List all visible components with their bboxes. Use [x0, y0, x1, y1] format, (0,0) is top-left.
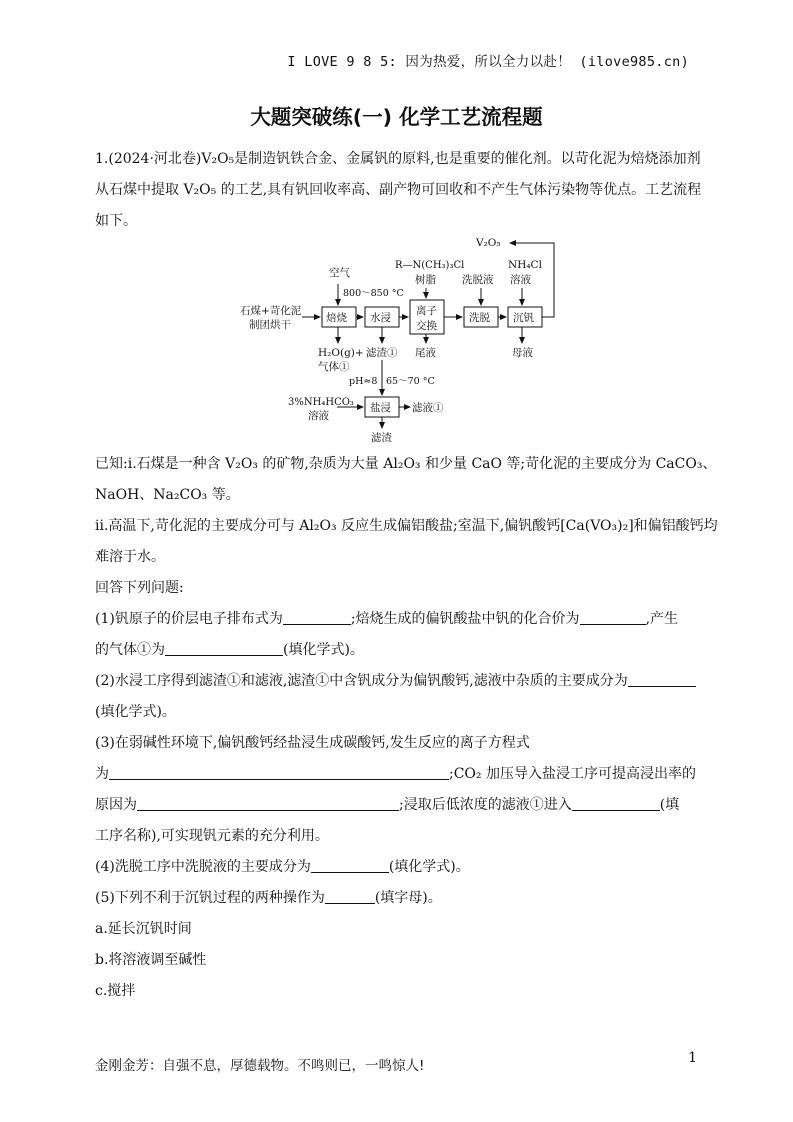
product-label: V₂O₅ — [476, 237, 501, 249]
question-3: 工序名称),可实现钒元素的充分利用。 — [95, 828, 329, 844]
intro-line: 1.(2024·河北卷)V₂O₅是制造钒铁合金、金属钒的原料,也是重要的催化剂。以苛化泥为焙烧添加剂 — [95, 151, 701, 167]
question-5: (5)下列不利于沉钒过程的两种操作为 (填字母)。 — [95, 890, 442, 906]
elute-box — [464, 307, 498, 327]
mother-label: 母液 — [512, 347, 533, 359]
answer-blank[interactable] — [628, 672, 696, 687]
nh4hco3-label: 3%NH₄HCO₃ — [288, 397, 354, 408]
page-title: 大题突破练(一) 化学工艺流程题 — [250, 105, 543, 129]
residue1-label: 滤渣① — [366, 347, 398, 359]
question-2: (2)水浸工序得到滤渣①和滤液,滤渣①中含钒成分为偏钒酸钙,滤液中杂质的主要成分为 — [95, 671, 696, 691]
page-number: 1 — [688, 1050, 697, 1066]
temp1-label: 800～850 °C — [343, 288, 404, 299]
roast-label: 焙烧 — [326, 312, 347, 324]
question-4: (4)洗脱工序中洗脱液的主要成分为 (填化学式)。 — [95, 859, 470, 875]
resin-label: 树脂 — [415, 274, 436, 286]
question-3: (3)在弱碱性环境下,偏钒酸钙经盐浸生成碳酸钙,发生反应的离子方程式 — [95, 735, 530, 751]
question-2: (填化学式)。 — [95, 704, 176, 720]
known-line: 已知:i.石煤是一种含 V₂O₃ 的矿物,杂质为大量 Al₂O₃ 和少量 CaO 等;苛化泥的主要成分为 CaCO₃、 — [95, 456, 717, 472]
feed-label: 制团烘干 — [249, 319, 291, 331]
answer-blank[interactable] — [137, 796, 399, 811]
ion-exchange-box — [410, 300, 444, 334]
residue-final-label: 滤渣 — [371, 432, 392, 444]
question-1: 的气体①为 (填化学式)。 — [95, 642, 364, 658]
footer-motto: 金刚金芳：自强不息，厚德载物。不鸣则已，一鸣惊人! — [95, 1058, 425, 1074]
gas-label: 气体① — [318, 361, 350, 373]
answer-blank[interactable] — [283, 610, 351, 625]
filtrate1-label: 滤液① — [412, 402, 444, 414]
answer-blank[interactable] — [311, 858, 389, 873]
precipitate-box — [508, 307, 542, 327]
answer-blank[interactable] — [109, 765, 449, 780]
tail-label: 尾液 — [415, 347, 436, 359]
salt-leach-label: 盐浸 — [370, 402, 391, 414]
elute-label: 洗脱 — [469, 312, 490, 324]
nh4hco3-label: 溶液 — [308, 410, 329, 422]
question-3: 为 ;CO₂ 加压导入盐浸工序可提高浸出率的 — [95, 766, 696, 782]
roast-box — [322, 307, 356, 327]
nh4cl-label: NH₄Cl — [508, 259, 542, 271]
temp2-label: 65～70 °C — [386, 376, 435, 387]
gas-label: H₂O(g)+ — [318, 347, 364, 359]
ion-exchange-label: 离子 — [416, 305, 437, 317]
eluent-label: 洗脱液 — [462, 274, 494, 286]
answer-blank[interactable] — [580, 610, 646, 625]
answer-blank[interactable] — [165, 641, 283, 656]
known-line: 难溶于水。 — [95, 549, 165, 565]
intro-line: 如下。 — [95, 213, 137, 229]
salt-leach-box — [365, 397, 399, 417]
known-line: NaOH、Na₂CO₃ 等。 — [95, 487, 240, 503]
resin-label: R—N(CH₃)₃Cl — [395, 260, 465, 271]
leach-box — [365, 307, 399, 327]
answer-blank[interactable] — [572, 796, 660, 811]
precipitate-label: 沉钒 — [513, 312, 534, 324]
question-1: (1)钒原子的价层电子排布式为 ;焙烧生成的偏钒酸盐中钒的化合价为 ,产生 — [95, 611, 679, 627]
option-item: a.延长沉钒时间 — [95, 921, 192, 937]
intro-line: 从石煤中提取 V₂O₅ 的工艺,具有钒回收率高、副产物可回收和不产生气体污染物等优点。工艺流程 — [95, 182, 702, 198]
leach-label: 水浸 — [370, 312, 391, 324]
option-item: b.将溶液调至碱性 — [95, 952, 207, 968]
page-header: I LOVE 9 8 5: 因为热爱，所以全力以赴！ (ilove985.cn) — [287, 54, 689, 70]
feed-label: 石煤+苛化泥 — [240, 305, 302, 317]
nh4cl-label: 溶液 — [510, 274, 531, 286]
answer-prompt: 回答下列问题: — [95, 580, 184, 596]
air-label: 空气 — [329, 267, 350, 279]
option-item: c.搅拌 — [95, 983, 136, 999]
answer-blank[interactable] — [325, 889, 375, 904]
ion-exchange-label: 交换 — [416, 320, 437, 332]
known-line: ii.高温下,苛化泥的主要成分可与 Al₂O₃ 反应生成偏铝酸盐;室温下,偏钒酸钙[Ca(VO₃)₂]和偏铝酸钙均 — [95, 518, 718, 534]
ph-label: pH≈8 — [349, 376, 378, 387]
question-3: 原因为 ;浸取后低浓度的滤液①进入 (填 — [95, 797, 680, 813]
